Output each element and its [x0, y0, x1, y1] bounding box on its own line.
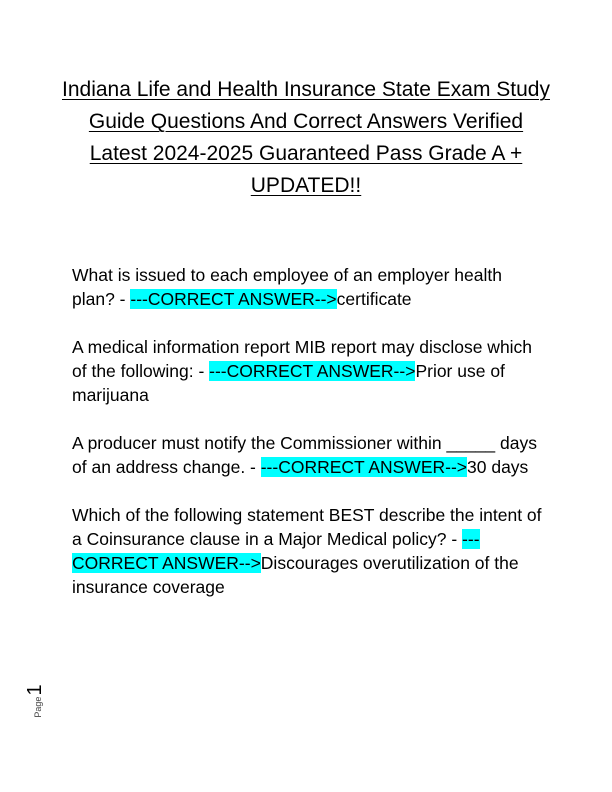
question-text: A producer must notify the Commissioner within _____ days of an address change. -: [72, 433, 537, 477]
qa-item: [72, 335, 542, 407]
page-number: [24, 686, 58, 716]
correct-answer-marker: ---CORRECT ANSWER-->: [130, 289, 337, 309]
qa-list: [72, 263, 542, 623]
answer-text: Prior use of marijuana: [72, 361, 505, 405]
qa-item: [72, 431, 542, 479]
page-number-value: 1: [24, 684, 46, 696]
answer-text: Discourages overutilization of the insurance coverage: [72, 553, 519, 597]
correct-answer-marker: ---CORRECT ANSWER-->: [260, 457, 468, 477]
question-text: Which of the following statement BEST describe the intent of a Coinsurance clause in a Major Medical policy? -: [72, 505, 542, 549]
page-label: Page: [33, 696, 43, 718]
document-title: Indiana Life and Health Insurance State Exam Study Guide Questions And Correct Answers Verified Latest 2024-2025 Guaranteed Pass Grade A + UPDATED!!: [62, 78, 550, 197]
answer-text: certificate: [336, 289, 412, 309]
question-text: A medical information report MIB report may disclose which of the following: -: [72, 337, 533, 381]
answer-text: 30 days: [467, 457, 529, 477]
correct-answer-marker: ---CORRECT ANSWER-->: [72, 529, 480, 573]
question-text: What is issued to each employee of an employer health plan? -: [72, 265, 502, 309]
qa-item: [72, 503, 542, 599]
correct-answer-marker: ---CORRECT ANSWER-->: [209, 361, 416, 381]
qa-item: [72, 263, 542, 311]
